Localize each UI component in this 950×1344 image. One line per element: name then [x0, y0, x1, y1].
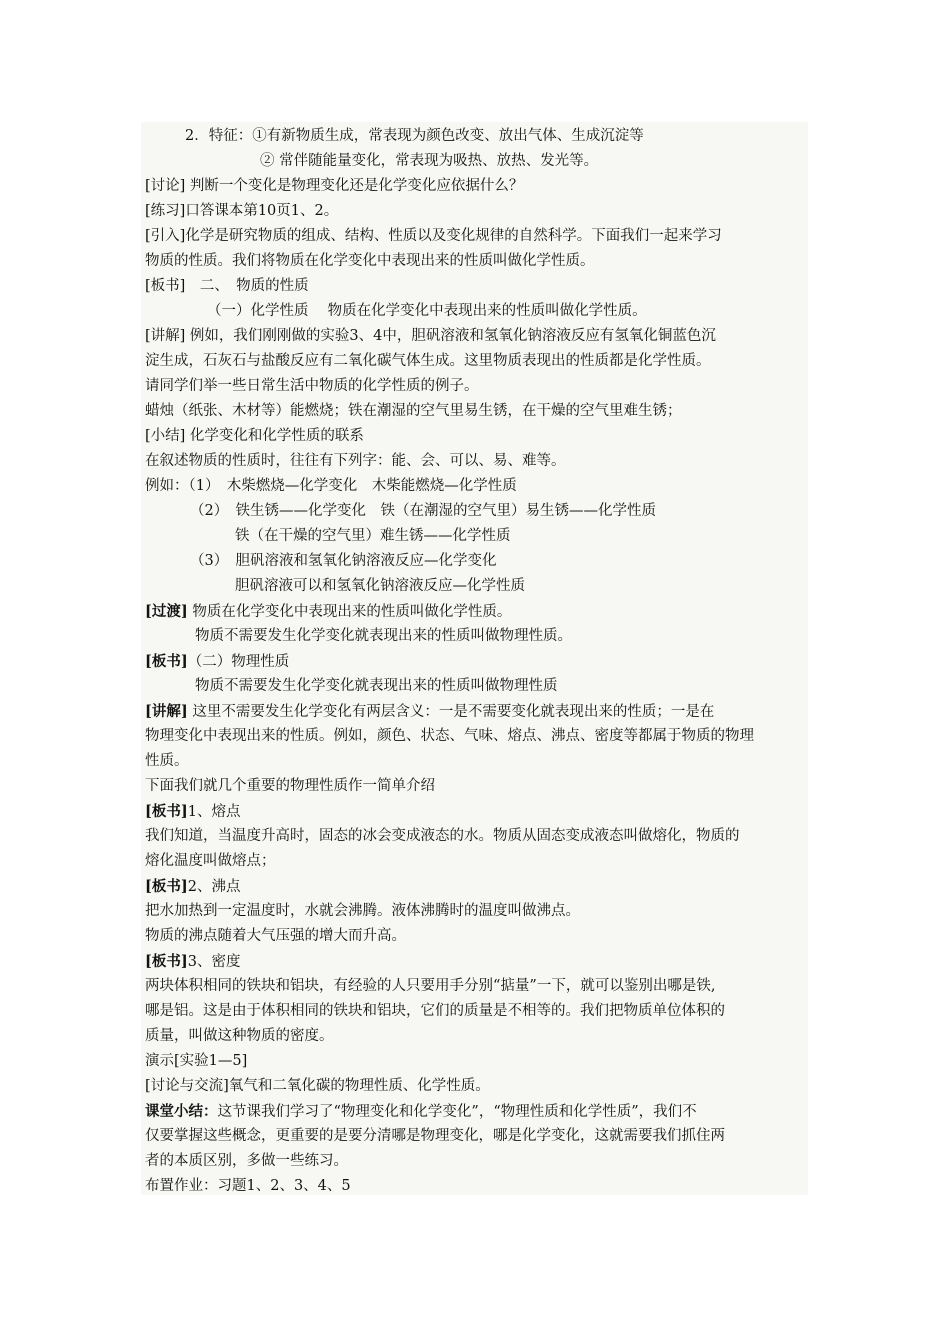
line-text: （一）化学性质 物质在化学变化中表现出来的性质叫做化学性质。 [207, 303, 647, 319]
text-line [145, 724, 813, 749]
line-text: [引入]化学是研究物质的组成、结构、性质以及变化规律的自然科学。下面我们一起来学习 [145, 228, 722, 244]
text-line [145, 974, 813, 999]
line-text: 两块体积相同的铁块和铝块，有经验的人只要用手分别“掂量”一下，就可以鉴别出哪是铁, [145, 978, 716, 994]
line-text: 物质的性质。我们将物质在化学变化中表现出来的性质叫做化学性质。 [145, 253, 595, 269]
line-text: （2） 铁生锈——化学变化 铁（在潮湿的空气里）易生锈——化学性质 [190, 503, 656, 519]
line-text: 在叙述物质的性质时，往往有下列字：能、会、可以、易、难等。 [145, 453, 566, 469]
line-text: [讨论与交流]氧气和二氧化碳的物理性质、化学性质。 [145, 1078, 490, 1094]
line-text: 布置作业：习题1、2、3、4、5 [145, 1178, 351, 1194]
text-line [145, 524, 813, 549]
section-label: 课堂小结： [145, 1103, 218, 1120]
line-text: 胆矾溶液可以和氢氧化钠溶液反应—化学性质 [235, 578, 525, 594]
text-line [145, 824, 813, 849]
text-line [145, 449, 813, 474]
section-label: [板书] [145, 653, 188, 670]
text-line [145, 1124, 813, 1149]
text-line [145, 474, 813, 499]
line-text: （二）物理性质 [187, 654, 290, 670]
text-line [145, 174, 813, 199]
text-line [145, 374, 813, 399]
text-line [145, 324, 813, 349]
line-text: [板书] 二、 物质的性质 [145, 278, 309, 294]
text-line [145, 124, 813, 149]
text-line [145, 899, 813, 924]
text-line [145, 674, 813, 699]
text-line [145, 1024, 813, 1049]
line-text: 铁（在干燥的空气里）难生锈——化学性质 [235, 528, 511, 544]
line-text: 物质的沸点随着大气压强的增大而升高。 [145, 928, 406, 944]
text-line [145, 874, 813, 899]
text-line [145, 1174, 813, 1199]
line-text: 这节课我们学习了“物理变化和化学变化”，“物理性质和化学性质”，我们不 [217, 1104, 697, 1120]
line-text: 我们知道，当温度升高时，固态的冰会变成液态的水。物质从固态变成液态叫做熔化，物质的 [145, 828, 740, 844]
line-text: 请同学们举一些日常生活中物质的化学性质的例子。 [145, 378, 479, 394]
line-text: 2、沸点 [187, 879, 241, 895]
text-line [145, 224, 813, 249]
line-text: 3、密度 [187, 954, 241, 970]
text-line [145, 774, 813, 799]
line-text: 哪是铝。这是由于体积相同的铁块和铝块，它们的质量是不相等的。我们把物质单位体积的 [145, 1003, 725, 1019]
text-line [145, 699, 813, 724]
lesson-plan-text [145, 124, 813, 1199]
line-text: [讨论] 判断一个变化是物理变化还是化学变化应依据什么？ [145, 178, 524, 194]
line-text: 2．特征：①有新物质生成，常表现为颜色改变、放出气体、生成沉淀等 [185, 128, 644, 144]
text-line [145, 749, 813, 774]
text-line [145, 549, 813, 574]
text-line [145, 849, 813, 874]
line-text: 者的本质区别，多做一些练习。 [145, 1153, 348, 1169]
text-line [145, 249, 813, 274]
text-line [145, 424, 813, 449]
line-text: 熔化温度叫做熔点； [145, 853, 276, 869]
text-line [145, 499, 813, 524]
text-line [145, 1099, 813, 1124]
line-text: 演示[实验1—5] [145, 1053, 248, 1069]
line-text: 仅要掌握这些概念，更重要的是要分清哪是物理变化，哪是化学变化，这就需要我们抓住两 [145, 1128, 725, 1144]
section-label: [板书] [145, 953, 188, 970]
text-line [145, 649, 813, 674]
line-text: 性质。 [145, 753, 189, 769]
text-line [145, 299, 813, 324]
text-line [145, 1149, 813, 1174]
line-text: （3） 胆矾溶液和氢氧化钠溶液反应—化学变化 [190, 553, 497, 569]
line-text: 物质不需要发生化学变化就表现出来的性质叫做物理性质。 [195, 628, 572, 644]
line-text: 质量，叫做这种物质的密度。 [145, 1028, 334, 1044]
line-text: 淀生成，石灰石与盐酸反应有二氧化碳气体生成。这里物质表现出的性质都是化学性质。 [145, 353, 711, 369]
text-line [145, 624, 813, 649]
line-text: 物理变化中表现出来的性质。例如，颜色、状态、气味、熔点、沸点、密度等都属于物质的物理 [145, 728, 754, 744]
section-label: [板书] [145, 878, 188, 895]
text-line [145, 149, 813, 174]
section-label: [过渡] [145, 603, 188, 620]
text-line [145, 199, 813, 224]
line-text: 蜡烛（纸张、木材等）能燃烧；铁在潮湿的空气里易生锈，在干燥的空气里难生锈； [145, 403, 682, 419]
line-text: 1、熔点 [187, 804, 241, 820]
text-line [145, 599, 813, 624]
text-line [145, 924, 813, 949]
section-label: [讲解] [145, 703, 188, 720]
section-label: [板书] [145, 803, 188, 820]
line-text: 例如：（1） 木柴燃烧—化学变化 木柴能燃烧—化学性质 [145, 478, 517, 494]
line-text: [讲解] 例如，我们刚刚做的实验3、4中，胆矾溶液和氢氧化钠溶液反应有氢氧化铜蓝色沉 [145, 328, 716, 344]
text-line [145, 1049, 813, 1074]
text-line [145, 999, 813, 1024]
line-text: ② 常伴随能量变化，常表现为吸热、放热、发光等。 [260, 153, 599, 169]
text-line [145, 399, 813, 424]
line-text: 物质在化学变化中表现出来的性质叫做化学性质。 [187, 604, 512, 620]
text-line [145, 799, 813, 824]
line-text: [练习]口答课本第10页1、2。 [145, 203, 339, 219]
text-line [145, 574, 813, 599]
text-line [145, 274, 813, 299]
text-line [145, 349, 813, 374]
line-text: [小结] 化学变化和化学性质的联系 [145, 428, 364, 444]
line-text: 下面我们就几个重要的物理性质作一简单介绍 [145, 778, 435, 794]
line-text: 物质不需要发生化学变化就表现出来的性质叫做物理性质 [195, 678, 558, 694]
line-text: 这里不需要发生化学变化有两层含义：一是不需要变化就表现出来的性质；一是在 [187, 704, 715, 720]
text-line [145, 1074, 813, 1099]
text-line [145, 949, 813, 974]
line-text: 把水加热到一定温度时，水就会沸腾。液体沸腾时的温度叫做沸点。 [145, 903, 580, 919]
